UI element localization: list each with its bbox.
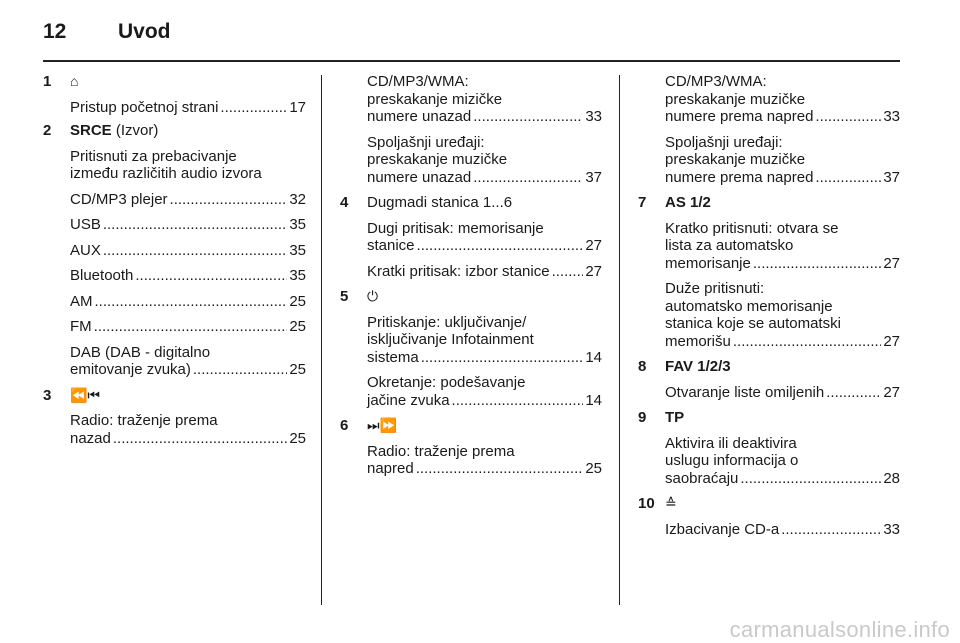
item-number: 4 [340,194,349,211]
page-ref: 27 [883,254,900,272]
item-number: 2 [43,122,52,139]
page-ref: 14 [585,348,602,366]
page-ref: 25 [289,318,306,335]
item-6-continued [638,73,900,186]
item-number: 7 [638,194,647,211]
toc-entry[interactable]: Radio: traženje prema napred ..... 25 [367,443,602,478]
column-divider-1 [321,75,322,605]
item-6 [340,417,602,478]
page-ref: 27 [585,237,602,254]
page-ref: 37 [883,168,900,186]
column-divider-2 [619,75,620,605]
toc-entry[interactable]: Spoljašnji uređaji: preskakanje muzičke numere prema napred ..... 37 [665,134,900,187]
item-3-continued [340,73,602,186]
item-2: 2 SRCE (Izvor) Pritisnuti za prebacivanje između različitih audio izvora CD/MP3 plejer ..... 32 USB ..... 35 AUX ..... 35 Bluetooth ..... 35 AM ..... 25 FM ..... 25 DAB (DAB - digitalno emitovanje zvuka) ..... 25 [43,122,306,379]
item-9 [638,409,900,487]
item-description: Pritisnuti za prebacivanje između različitih audio izvora [70,147,262,182]
page-ref: 25 [289,429,306,447]
page-ref: 35 [289,241,306,259]
page-number: 12 [43,20,67,43]
page-ref: 33 [883,520,900,538]
home-icon: ⌂ [70,73,79,89]
toc-entry[interactable]: Radio: traženje prema nazad ..... 25 [70,412,306,447]
toc-entry[interactable]: CD/MP3/WMA: preskakanje muzičke numere prema napred ..... 33 [665,73,900,126]
toc-entry[interactable]: Kratki pritisak: izbor stanice ..... 27 [367,263,602,281]
item-keyword: SRCE [70,122,112,139]
item-keyword: FAV 1/2/3 [665,358,731,375]
page-title: Uvod [118,20,171,43]
seek-back-icon: ⏪⏮ [70,386,101,403]
page-ref: 25 [289,361,306,378]
item-5 [340,288,602,409]
toc-entry[interactable]: Spoljašnji uređaji: preskakanje muzičke numere unazad ..... 37 [367,134,602,187]
item-keyword: AS 1/2 [665,194,711,211]
toc-entry[interactable]: Aktivira ili deaktivira uslugu informacija o saobraćaju ..... 28 [665,435,900,488]
toc-entry[interactable]: USB ..... 35 [70,216,306,234]
page-ref: 33 [585,108,602,125]
page-ref: 33 [883,108,900,125]
toc-entry[interactable]: Otvaranje liste omiljenih ..... 27 [665,384,900,402]
page-ref: 35 [289,267,306,284]
toc-entry[interactable]: AUX ..... 35 [70,242,306,260]
seek-forward-icon: ⏭⏩ [367,417,398,433]
page-ref: 14 [585,391,602,409]
item-number: 6 [340,417,349,434]
toc-entry[interactable]: FM ..... 25 [70,318,306,336]
page-ref: 28 [883,469,900,487]
item-10 [638,495,900,538]
item-title: Dugmadi stanica 1...6 [367,194,513,211]
column-1 [43,73,306,455]
page-ref: 27 [883,332,900,350]
item-number: 3 [43,386,52,404]
item-number: 10 [638,495,655,512]
page-ref: 32 [289,190,306,208]
item-number: 8 [638,358,647,375]
item-keyword: TP [665,409,685,426]
item-1 [43,73,306,116]
header-rule [43,60,900,62]
toc-entry[interactable]: Dugi pritisak: memorisanje stanice ..... 27 [367,220,602,255]
page-ref: 17 [289,98,306,116]
toc-entry[interactable]: Kratko pritisnuti: otvara se lista za automatsko memorisanje ..... 27 [665,220,900,273]
toc-entry[interactable]: Izbacivanje CD-a ..... 33 [665,521,900,539]
toc-entry[interactable]: Bluetooth ..... 35 [70,267,306,285]
page-ref: 27 [585,262,602,280]
page-ref: 25 [289,292,306,310]
page-ref: 27 [883,383,900,401]
power-icon: ⏻ [367,288,379,304]
page-ref: 35 [289,216,306,233]
toc-entry[interactable]: Pristup početnoj strani ..... 17 [70,99,306,117]
toc-entry[interactable]: CD/MP3/WMA: preskakanje mizičke numere unazad ..... 33 [367,73,602,126]
toc-entry[interactable]: CD/MP3 plejer ..... 32 [70,191,306,209]
item-number: 9 [638,409,647,426]
page-ref: 37 [585,168,602,186]
item-7 [638,194,900,350]
item-number: 1 [43,73,52,90]
item-3 [43,387,306,448]
toc-entry[interactable]: Pritiskanje: uključivanje/ isključivanje Infotainment sistema ..... 14 [367,314,602,367]
toc-entry[interactable]: AM ..... 25 [70,293,306,311]
toc-entry[interactable]: DAB (DAB - digitalno emitovanje zvuka) ..... 25 [70,344,306,379]
column-2 [340,73,602,486]
item-8 [638,358,900,401]
toc-entry[interactable]: Duže pritisnuti: automatsko memorisanje stanica koje se automatski memorišu ..... 27 [665,280,900,350]
watermark: carmanualsonline.info [729,617,950,642]
eject-icon: ≙ [665,495,677,511]
column-3 [638,73,900,546]
item-4 [340,194,602,280]
toc-entry[interactable]: Okretanje: podešavanje jačine zvuka ..... 14 [367,374,602,409]
item-number: 5 [340,288,349,305]
page-ref: 25 [585,460,602,477]
